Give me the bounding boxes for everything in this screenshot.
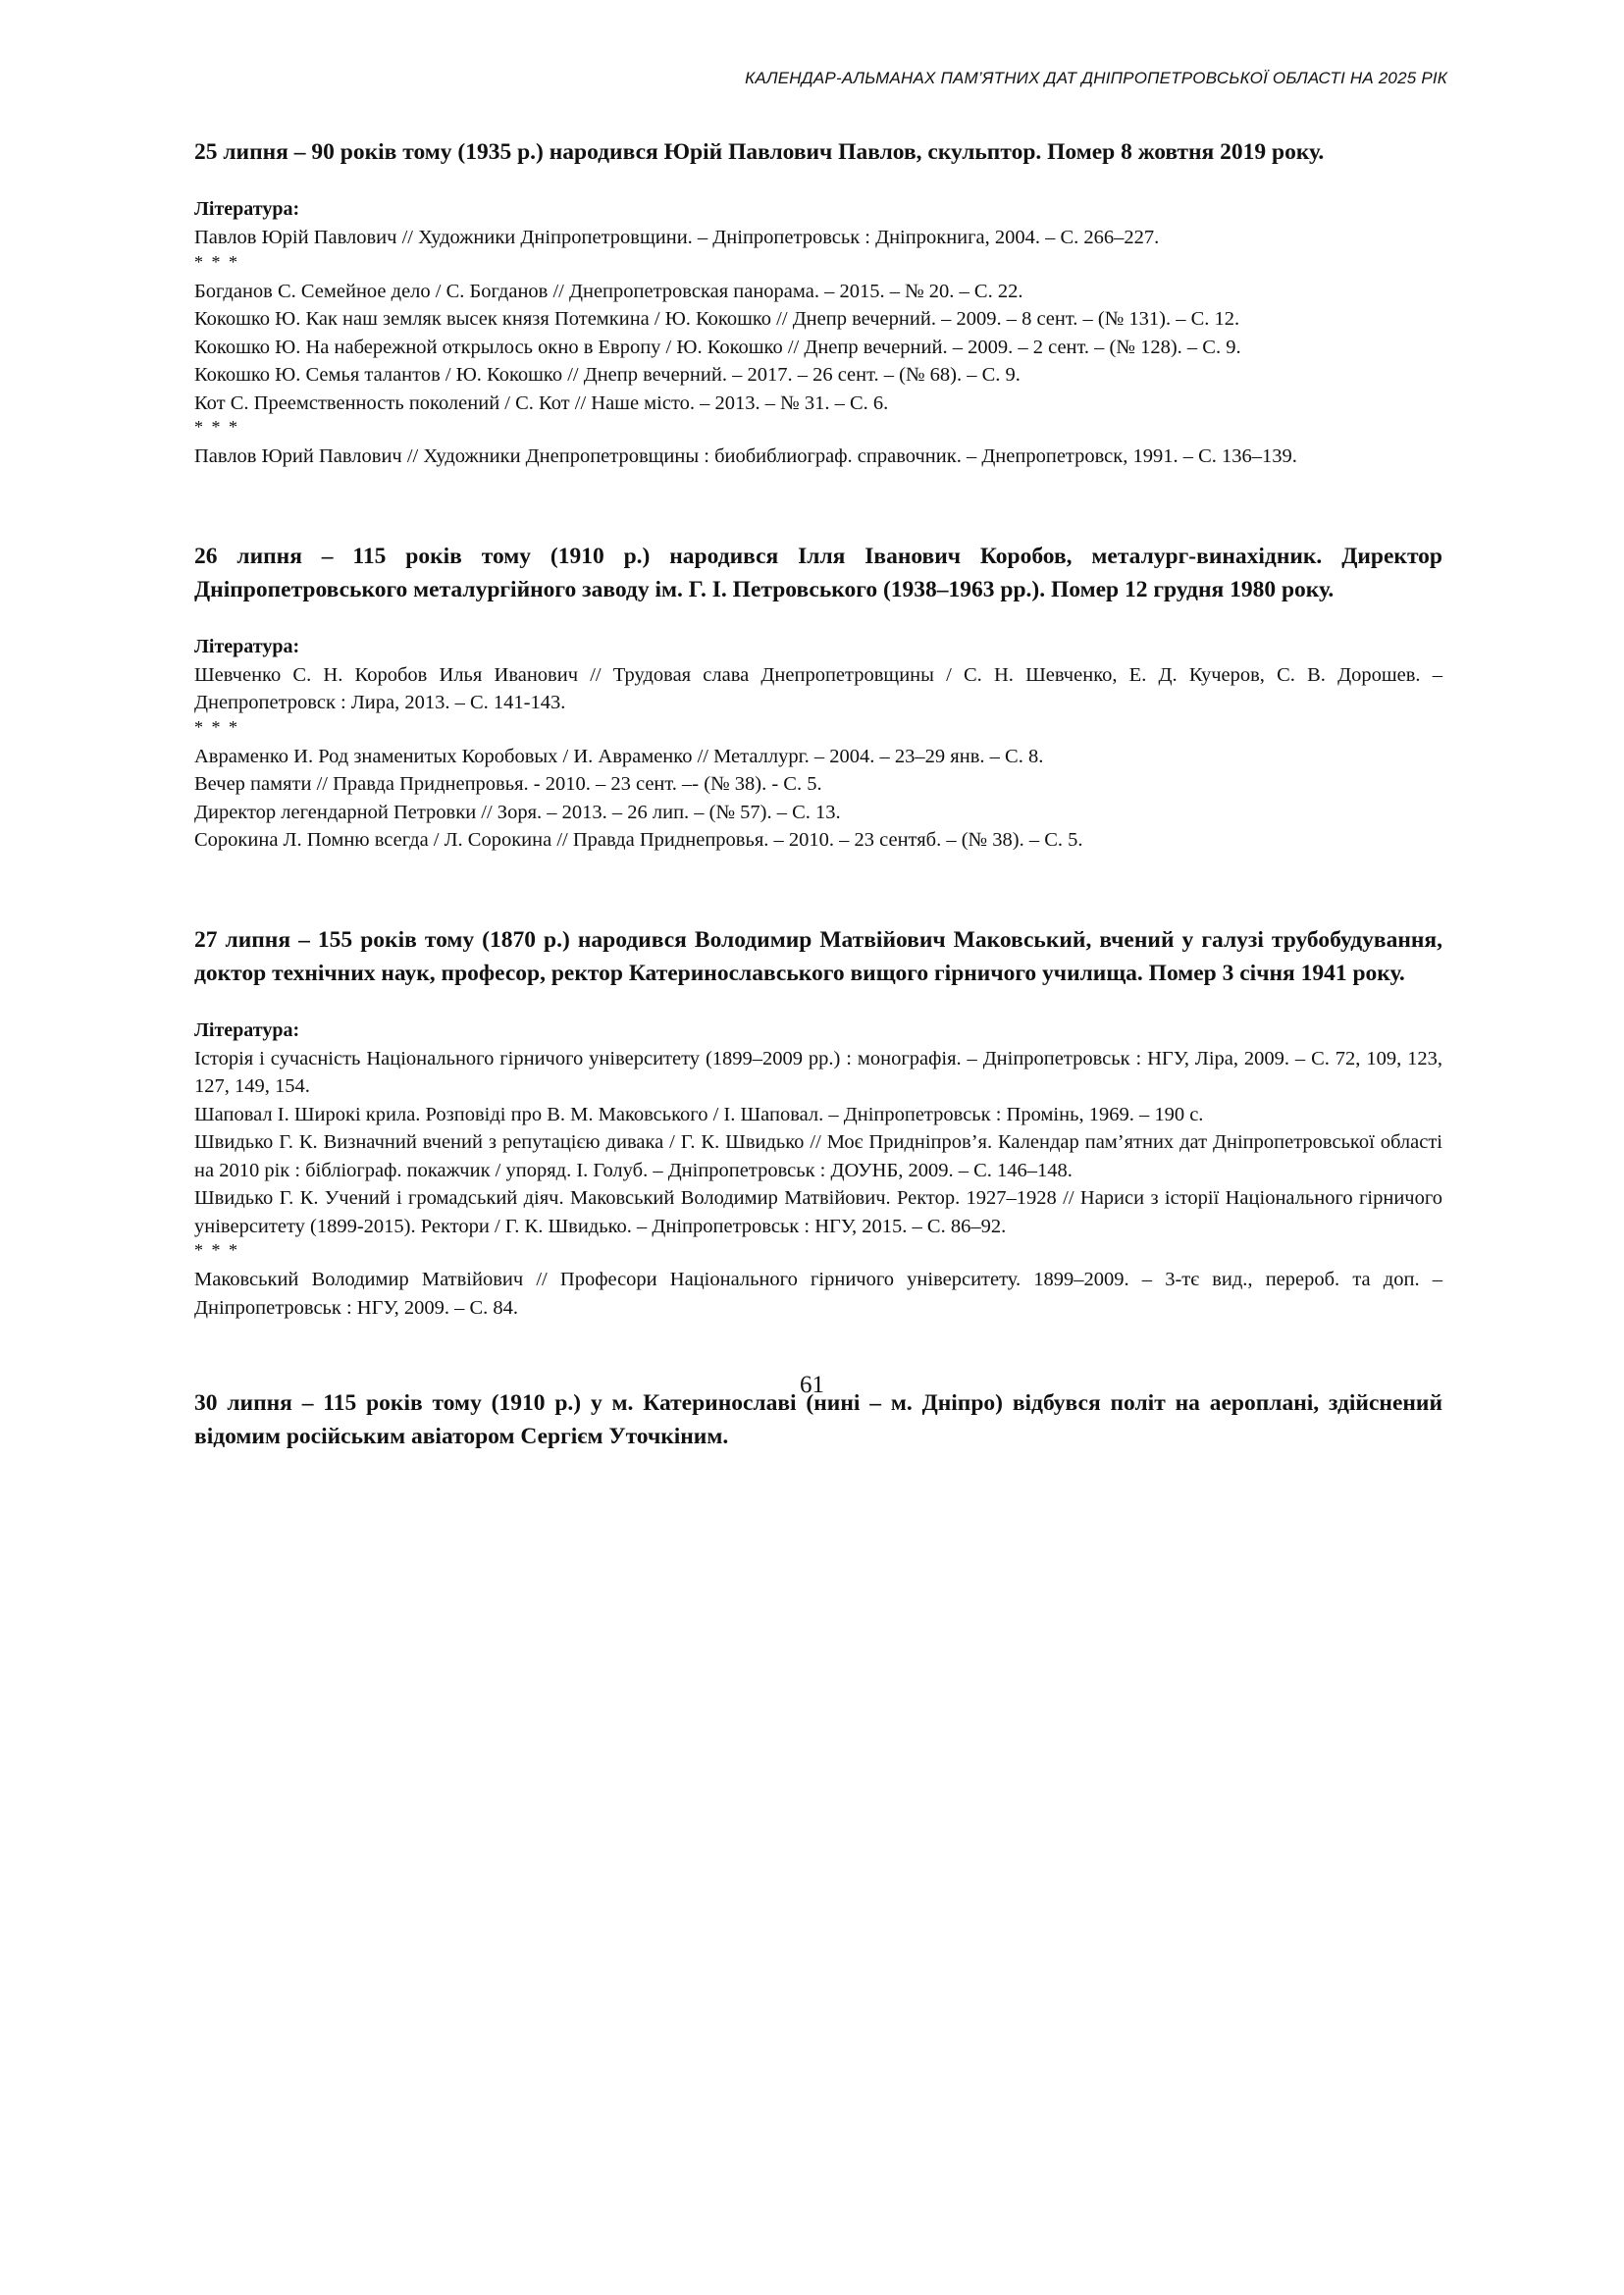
reference-item: Кокошко Ю. На набережной открылось окно в Европу / Ю. Кокошко // Днепр вечерний. – 2009. – 2 сент. – (№ 128). – С. 9. (194, 336, 1241, 358)
reference-item: Кокошко Ю. Как наш земляк высек князя Потемкина / Ю. Кокошко // Днепр вечерний. – 2009. – 8 сент. – (№ 131). – С. 12. (194, 308, 1240, 330)
reference-list (194, 661, 1442, 855)
reference-separator: * * * (194, 251, 239, 272)
reference-item: Швидько Г. К. Визначний вчений з репутацією дивака / Г. К. Швидько // Моє Придніпров’я. Календар пам’ятних дат Дніпропетровської області на 2010 рік : бібліограф. покажчик / упоряд. І. Голуб. – Дніпропетровськ : ДОУНБ, 2009. – С. 146–148. (194, 1131, 1442, 1181)
entry-heading: 26 липня – 115 років тому (1910 р.) народився Ілля Іванович Коробов, металург-винахідник. Директор Дніпропетровського металургійного заводу ім. Г. І. Петровського (1938–1963 рр.). Помер 12 грудня 1980 року. (194, 543, 1442, 602)
reference-list (194, 224, 1442, 471)
entry-heading: 25 липня – 90 років тому (1935 р.) народився Юрій Павлович Павлов, скульптор. Помер 8 жовтня 2019 року. (194, 139, 1325, 165)
calendar-entry-2 (194, 540, 1442, 855)
calendar-entry-1 (194, 135, 1442, 471)
reference-separator: * * * (194, 417, 239, 437)
reference-item: Сорокина Л. Помню всегда / Л. Сорокина // Правда Приднепровья. – 2010. – 23 сентяб. – (№ 38). – С. 5. (194, 829, 1083, 851)
entry-heading: 30 липня – 115 років тому (1910 р.) у м. Катеринославі (нині – м. Дніпро) відбувся політ на аероплані, здійснений відомим російським авіатором Сергієм Уточкіним. (194, 1390, 1442, 1449)
reference-separator: * * * (194, 716, 239, 737)
reference-item: Директор легендарной Петровки // Зоря. – 2013. – 26 лип. – (№ 57). – С. 13. (194, 801, 841, 823)
reference-item: Авраменко И. Род знаменитых Коробовых / И. Авраменко // Металлург. – 2004. – 23–29 янв. – С. 8. (194, 745, 1044, 767)
reference-item: Вечер памяти // Правда Приднепровья. - 2010. – 23 сент. –- (№ 38). - С. 5. (194, 773, 822, 795)
reference-item: Павлов Юрій Павлович // Художники Дніпропетровщини. – Дніпропетровськ : Дніпрокнига, 2004. – С. 266–227. (194, 227, 1160, 248)
reference-item: Богданов С. Семейное дело / С. Богданов // Днепропетровская панорама. – 2015. – № 20. – С. 22. (194, 280, 1023, 302)
page-content (194, 135, 1442, 1453)
running-header: КАЛЕНДАР-АЛЬМАНАХ ПАМ’ЯТНИХ ДАТ ДНІПРОПЕТРОВСЬКОЇ ОБЛАСТІ НА 2025 РІК (745, 69, 1447, 87)
reference-list (194, 1045, 1442, 1323)
reference-separator: * * * (194, 1240, 239, 1260)
literature-title: Література: (194, 198, 300, 220)
literature-title: Література: (194, 635, 300, 657)
literature-title: Література: (194, 1018, 300, 1041)
reference-item: Павлов Юрий Павлович // Художники Днепропетровщины : биобиблиограф. справочник. – Днепропетровск, 1991. – С. 136–139. (194, 445, 1297, 467)
reference-item: Швидько Г. К. Учений і громадський діяч. Маковський Володимир Матвійович. Ректор. 1927–1928 // Нариси з історії Національного гірничого університету (1899-2015). Ректори / Г. К. Швидько. – Дніпропетровськ : НГУ, 2015. – С. 86–92. (194, 1187, 1442, 1237)
page-number: 61 (800, 1372, 824, 1398)
entry-heading: 27 липня – 155 років тому (1870 р.) народився Володимир Матвійович Маковський, вчений у галузі трубобудування, доктор технічних наук, професор, ректор Катеринославського вищого гірничого училища. Помер 3 січня 1941 року. (194, 926, 1442, 986)
reference-item: Шевченко С. Н. Коробов Илья Иванович // Трудовая слава Днепропетровщины / С. Н. Шевченко, Е. Д. Кучеров, С. В. Дорошев. – Днепропетровск : Лира, 2013. – С. 141-143. (194, 663, 1442, 713)
reference-item: Шаповал І. Широкі крила. Розповіді про В. М. Маковського / І. Шаповал. – Дніпропетровськ : Промінь, 1969. – 190 с. (194, 1103, 1204, 1125)
calendar-entry-3 (194, 923, 1442, 1323)
reference-item: Кот С. Преемственность поколений / С. Кот // Наше місто. – 2013. – № 31. – С. 6. (194, 391, 889, 414)
reference-item: Історія і сучасність Національного гірничого університету (1899–2009 рр.) : монографія. – Дніпропетровськ : НГУ, Ліра, 2009. – С. 72, 109, 123, 127, 149, 154. (194, 1047, 1442, 1097)
reference-item: Маковський Володимир Матвійович // Професори Національного гірничого університету. 1899–2009. – 3-тє вид., перероб. та доп. – Дніпропетровськ : НГУ, 2009. – С. 84. (194, 1269, 1442, 1319)
reference-item: Кокошко Ю. Семья талантов / Ю. Кокошко // Днепр вечерний. – 2017. – 26 сент. – (№ 68). – С. 9. (194, 364, 1021, 386)
